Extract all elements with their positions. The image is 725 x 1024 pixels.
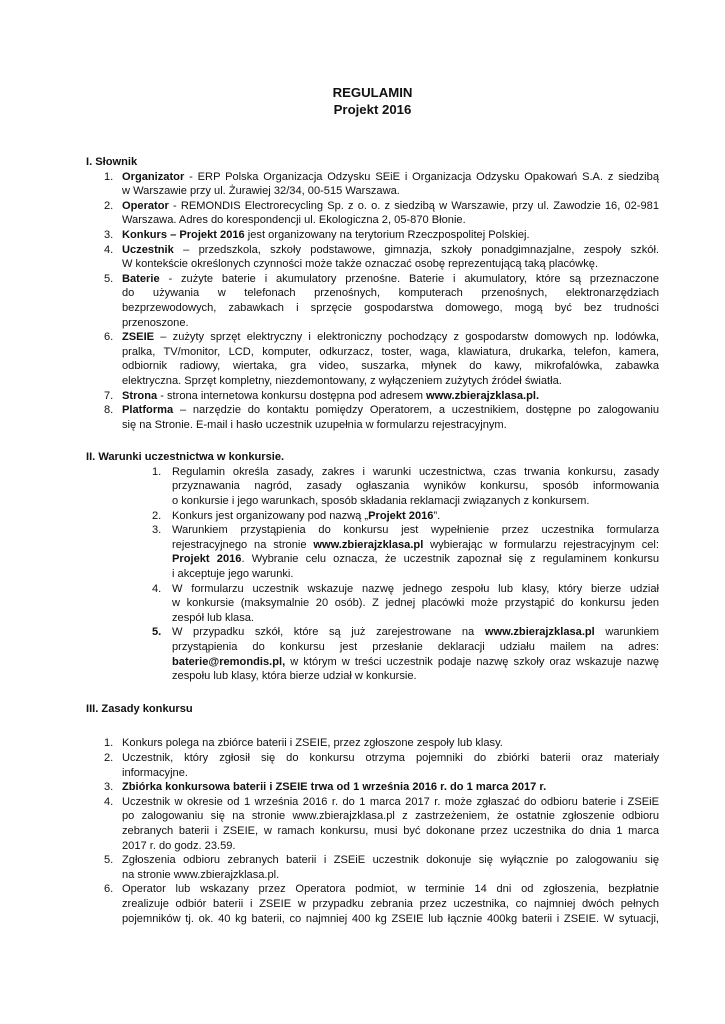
item-number: 5.	[152, 626, 162, 639]
rule-text: Zgłoszenia odbioru zebranych baterii i ZSEiE uczestnik dokonuje się wyłącznie po zalogowaniu się	[122, 854, 659, 867]
rule-item-5	[86, 853, 659, 882]
condition-text: . Wybranie celu oznacza, że uczestnik zapoznał się z regulaminem konkursu	[241, 553, 660, 566]
glossary-item-strona	[86, 389, 659, 404]
website-link[interactable]: www.zbierajzklasa.pl	[484, 626, 595, 639]
definition-text: - strona internetowa konkursu dostępna pod adresem	[157, 389, 427, 402]
definition-text: do używania w telefonach przenośnych, komputerach przenośnych, elektronarzędziach	[122, 287, 659, 300]
term: Uczestnik	[122, 243, 174, 256]
definition-text: w Warszawie przy ul. Żurawiej 32/34, 00-515 Warszawa.	[122, 185, 400, 198]
condition-item-3	[152, 523, 660, 581]
condition-text: w którym w treści uczestnik podaje nazwę szkoły oraz wskazuje nazwę	[285, 655, 659, 668]
rule-text: Zbiórka konkursowa baterii i ZSEIE trwa od 1 września 2016 r. do 1 marca 2017 r.	[122, 781, 547, 794]
condition-text: przystąpienia do konkursu jest przesłanie deklaracji udziału mailem na adres:	[172, 641, 659, 653]
condition-text: wybierając w formularzu rejestracyjnym cel:	[423, 538, 659, 551]
item-number: 2.	[104, 199, 114, 212]
item-number: 3.	[104, 781, 114, 794]
definition-text: jest organizowany na terytorium Rzeczpospolitej Polskiej.	[244, 228, 530, 241]
rule-item-6	[86, 882, 659, 926]
condition-text: Warunkiem przystąpienia do konkursu jest wypełnienie przez uczestnika formularza	[172, 524, 659, 537]
glossary-item-organizator	[86, 170, 659, 199]
definition-text: elektryczna. Sprzęt kompletny, niezdemontowany, z wyłączeniem zużytych źródeł światła.	[122, 374, 562, 387]
condition-text: zespół lub klasa.	[172, 611, 255, 624]
rule-item-2	[86, 751, 659, 780]
definition-text: – narzędzie do kontaktu pomiędzy Operatorem, a uczestnikiem, dostępne po zalogowaniu	[173, 404, 659, 417]
condition-text: Regulamin określa zasady, zakres i warunki uczestnictwa, czas trwania konkursu, zasady	[172, 465, 659, 478]
definition-text: odbiornik radiowy, wiertaka, gra video, suszarka, młynek do kawy, mikrofalówka, zabawka	[122, 360, 659, 373]
item-number: 2.	[152, 509, 162, 522]
item-number: 1.	[104, 737, 114, 750]
condition-item-2	[152, 509, 659, 524]
term: Operator	[122, 199, 169, 212]
glossary-item-uczestnik	[86, 243, 659, 272]
rules-list	[86, 736, 659, 926]
item-number: 8.	[104, 404, 114, 417]
definition-text: bezprzewodowych, zabawkach i sprzęcie gospodarstwa domowego, mogą być bez trudności	[122, 301, 659, 314]
condition-item-5	[152, 625, 659, 683]
section-heading-zasady: III. Zasady konkursu	[86, 702, 193, 715]
rule-text: zrealizuje odbiór baterii i ZSEIE w przypadku zebrania przez uczestnika, co najmniej dwóch pełnych	[122, 897, 659, 910]
conditions-list	[152, 465, 660, 684]
condition-text: zespołu lub klasy, która bierze udział w konkursie.	[172, 670, 417, 683]
condition-text: Konkurs jest organizowany pod nazwą „	[172, 509, 369, 522]
condition-text: przyznawania nagród, zasady ogłaszania wyników konkursu, sposób informowania	[172, 480, 659, 493]
rule-text: pojemników tj. ok. 40 kg baterii, co najmniej 400 kg ZSEIE lub łącznie 400kg baterii i ZSEIE. W sytuacji,	[122, 912, 659, 925]
term: Konkurs – Projekt 2016	[122, 228, 245, 241]
rule-text: Uczestnik w okresie od 1 września 2016 r. do 1 marca 2017 r. może zgłaszać do odbioru baterie i ZSEiE	[122, 795, 659, 808]
project-name: Projekt 2016	[172, 553, 242, 566]
definition-text: - zużyte baterie i akumulatory przenośne. Baterie i akumulatory, które są przeznaczone	[159, 272, 659, 285]
glossary-item-zseie	[86, 330, 659, 388]
title-line-regulamin: REGULAMIN	[332, 85, 413, 100]
item-number: 5.	[104, 272, 114, 285]
rule-item-3	[86, 780, 659, 795]
definition-text: W kontekście określonych czynności może także oznaczać osobę reprezentującą taką placówkę.	[122, 258, 599, 271]
rule-text: na stronie www.zbierajzklasa.pl.	[122, 868, 280, 881]
website-link[interactable]: www.zbierajzklasa.pl.	[426, 389, 540, 402]
definition-text: - ERP Polska Organizacja Odzysku SEiE i Organizacja Odzysku Opakowań S.A. z siedzibą	[184, 170, 659, 183]
item-number: 4.	[152, 582, 162, 595]
rule-text: Operator lub wskazany przez Operatora podmiot, w terminie 14 dni od zgłoszenia, bezpłatnie	[122, 883, 659, 896]
condition-text: warunkiem	[594, 626, 659, 639]
section-heading-slownik: I. Słownik	[86, 156, 138, 168]
glossary-item-baterie	[86, 272, 659, 330]
condition-text: rejestracyjnego na stronie	[172, 538, 314, 551]
term: Strona	[122, 389, 158, 402]
title-line-project: Projekt 2016	[333, 102, 412, 117]
term: Organizator	[122, 170, 185, 183]
definition-text: - REMONDIS Electrorecycling Sp. z o. o. z siedzibą w Warszawie, przy ul. Zawodzie 16, 02-981	[168, 199, 659, 212]
item-number: 4.	[104, 243, 114, 256]
glossary-item-konkurs	[86, 228, 659, 243]
condition-text: i akceptuje jego warunki.	[172, 568, 294, 581]
item-number: 3.	[104, 228, 114, 241]
rule-text: Uczestnik, który zgłosił się do konkursu otrzyma pojemniki do zbiórki baterii oraz materiały	[122, 751, 659, 764]
term: ZSEIE	[122, 331, 155, 344]
item-number: 1.	[104, 170, 114, 183]
definition-text: się na Stronie. E-mail i hasło uczestnik uzupełnia w formularzu rejestracyjnym.	[122, 418, 507, 431]
glossary-list	[86, 170, 659, 433]
definition-text: pralka, TV/monitor, LCD, komputer, odkurzacz, toster, waga, klawiatura, drukarka, telefon, kamera,	[122, 345, 659, 358]
condition-text: w konkursie (maksymalnie 20 osób). Z jednej placówki może przystąpić do konkursu jeden	[172, 597, 659, 610]
project-name: Projekt 2016	[368, 509, 434, 522]
condition-text: o konkursie i jego warunkach, sposób składania reklamacji związanych z konkursem.	[172, 495, 590, 508]
condition-item-1	[152, 465, 659, 509]
term: Baterie	[122, 272, 160, 285]
glossary-item-platforma	[86, 403, 659, 432]
rule-item-4	[86, 795, 659, 853]
rule-text: informacyjne.	[122, 766, 188, 779]
rule-item-1	[86, 736, 659, 751]
rule-text: po zalogowaniu się na stronie www.zbierajzklasa.pl z zastrzeżeniem, że ostatnie zgłoszenie odbioru	[122, 810, 659, 823]
item-number: 6.	[104, 883, 114, 896]
definition-text: – przedszkola, szkoły podstawowe, gimnazja, szkoły ponadgimnazjalne, zespoły szkół.	[173, 243, 659, 256]
item-number: 3.	[152, 524, 162, 537]
rule-text: 2017 r. do godz. 23.59.	[122, 839, 236, 852]
definition-text: przenoszone.	[122, 316, 189, 329]
item-number: 5.	[104, 854, 114, 867]
condition-text: W przypadku szkół, które są już zarejestrowane na	[172, 626, 485, 639]
term: Platforma	[122, 404, 174, 417]
item-number: 6.	[104, 331, 114, 344]
condition-text: W formularzu uczestnik wskazuje nazwę jednego zespołu lub klasy, który bierze udział	[172, 582, 659, 595]
condition-item-4	[152, 582, 659, 626]
document-title	[86, 84, 659, 118]
definition-text: – zużyty sprzęt elektryczny i elektroniczny pochodzący z gospodarstw domowych np. lodówka,	[154, 331, 659, 344]
rule-text: zebranych baterii i ZSEIE, w ramach konkursu, musi być dokonane przez uczestnika do dnia 1 marca	[122, 824, 659, 837]
rule-text: Konkurs polega na zbiórce baterii i ZSEIE, przez zgłoszone zespoły lub klasy.	[122, 737, 503, 750]
item-number: 2.	[104, 751, 114, 764]
glossary-item-operator	[86, 199, 659, 228]
item-number: 4.	[104, 795, 114, 808]
item-number: 7.	[104, 389, 114, 402]
item-number: 1.	[152, 465, 162, 478]
website-link[interactable]: www.zbierajzklasa.pl	[313, 538, 424, 551]
email-link[interactable]: baterie@remondis.pl,	[172, 655, 286, 668]
section-heading-warunki: II. Warunki uczestnictwa w konkursie.	[86, 451, 285, 464]
definition-text: Warszawa. Adres do korespondencji ul. Ekologiczna 2, 05-870 Błonie.	[122, 214, 466, 227]
condition-text: ”.	[433, 509, 441, 522]
